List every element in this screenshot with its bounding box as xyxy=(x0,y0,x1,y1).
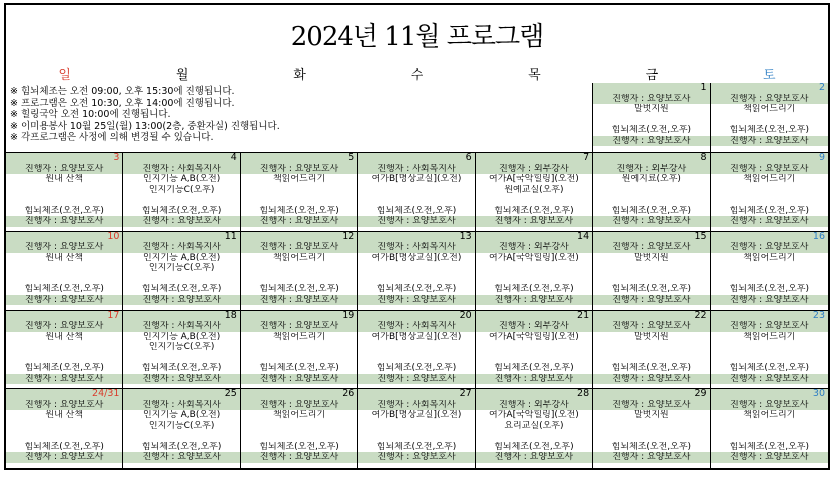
activity-line xyxy=(476,353,592,364)
date-number: 3 xyxy=(113,153,120,163)
activity-line: 책읽어드리기 xyxy=(743,104,796,114)
date-band xyxy=(711,232,828,243)
activity-line: 힘뇌체조(오전,오후) xyxy=(729,441,809,452)
activity-line: 힘뇌체조(오전,오후) xyxy=(141,363,222,373)
date-number: 25 xyxy=(224,389,237,400)
activity-line xyxy=(358,421,474,432)
activity-line: 힘뇌체조(오전,오후) xyxy=(611,125,692,135)
weekday-label: 목 xyxy=(528,67,541,83)
activity-line: 인지기능C(오후) xyxy=(148,420,215,431)
date-number: 16 xyxy=(812,231,825,242)
activity-line xyxy=(241,274,357,285)
activity-line: 인지기능 A,B(오전) xyxy=(143,410,221,421)
activity-line xyxy=(358,195,474,206)
activity-line xyxy=(241,421,357,432)
date-band xyxy=(476,389,592,400)
staff-line: 진행자 : 요양보호사 xyxy=(241,164,357,175)
day-cell xyxy=(358,232,475,311)
activity-line: 힘뇌체조(오전,오후) xyxy=(494,205,574,216)
date-band xyxy=(358,311,474,322)
date-band xyxy=(476,311,592,322)
activity-line: 여가A[국악힐링](오전) xyxy=(489,174,579,184)
activity-line: 인지기능 A,B(오전) xyxy=(143,174,221,184)
activity-line xyxy=(123,274,239,285)
staff-bottom-line: 진행자 : 요양보호사 xyxy=(123,216,239,227)
activity-line: 책읽어드리기 xyxy=(743,331,796,342)
date-band xyxy=(593,232,709,243)
staff-bottom-line: 진행자 : 요양보호사 xyxy=(593,216,709,227)
date-number: 2 xyxy=(818,83,825,93)
staff-line: 진행자 : 요양보호사 xyxy=(241,242,357,253)
staff-line: 진행자 : 요양보호사 xyxy=(6,242,122,253)
activity-line xyxy=(711,342,828,353)
day-cell xyxy=(123,232,240,311)
weekday-label: 수 xyxy=(410,67,424,83)
activity-line: 힘뇌체조(오전,오후) xyxy=(141,441,222,452)
activity-line xyxy=(711,274,828,285)
program-calendar xyxy=(4,3,830,470)
day-cell xyxy=(241,232,358,311)
staff-line: 진행자 : 외부강사 xyxy=(476,164,592,175)
date-number: 23 xyxy=(812,310,825,321)
day-cell xyxy=(711,389,828,468)
staff-line: 진행자 : 요양보호사 xyxy=(593,94,709,105)
date-band xyxy=(358,389,474,400)
date-band xyxy=(6,311,122,322)
staff-line: 진행자 : 외부강사 xyxy=(476,400,592,411)
activity-line: 힘뇌체조(오전,오후) xyxy=(24,363,104,373)
date-band xyxy=(476,153,592,164)
activity-line xyxy=(593,421,709,432)
activity-line xyxy=(241,185,357,196)
staff-bottom-line: 진행자 : 요양보호사 xyxy=(6,452,122,463)
day-cell xyxy=(476,153,593,232)
date-band xyxy=(593,83,709,94)
date-band xyxy=(241,389,357,400)
activity-line: 힘뇌체조(오전,오후) xyxy=(611,363,692,373)
staff-bottom-line: 진행자 : 요양보호사 xyxy=(358,216,474,227)
date-number: 24/31 xyxy=(92,389,120,400)
activity-line: 말벗지원 xyxy=(633,104,669,114)
staff-line: 진행자 : 사회복지사 xyxy=(123,242,239,253)
activity-line: 인지기능C(오후) xyxy=(148,263,215,274)
date-band xyxy=(123,153,239,164)
date-number: 28 xyxy=(577,389,590,400)
activity-line xyxy=(593,185,709,196)
activity-line: 여가B[명상교실](오전) xyxy=(371,174,462,184)
staff-bottom-line: 진행자 : 요양보호사 xyxy=(241,216,357,227)
staff-bottom-line: 진행자 : 요양보호사 xyxy=(711,452,828,463)
activity-line: 원내 산책 xyxy=(45,331,84,342)
notice-line: ※ 프로그램은 오전 10:30, 오후 14:00에 진행됩니다. xyxy=(10,97,235,109)
activity-line xyxy=(476,431,592,442)
date-number: 14 xyxy=(577,231,590,242)
activity-line: 인지기능C(오후) xyxy=(148,184,215,195)
activity-line xyxy=(593,342,709,353)
staff-bottom-line: 진행자 : 요양보호사 xyxy=(6,216,122,227)
staff-line: 진행자 : 요양보호사 xyxy=(241,321,357,332)
activity-line xyxy=(241,431,357,442)
date-band xyxy=(241,153,357,164)
activity-line: 책읽어드리기 xyxy=(743,252,796,263)
activity-line xyxy=(593,274,709,285)
notice-line: ※ 이미용봉사 10월 25일(월) 13:00(2층, 중환자실) 진행됩니다. xyxy=(10,120,280,132)
staff-line: 진행자 : 요양보호사 xyxy=(241,400,357,411)
activity-line: 힘뇌체조(오전,오후) xyxy=(729,125,809,135)
day-cell xyxy=(123,153,240,232)
date-band xyxy=(6,232,122,243)
date-number: 5 xyxy=(348,153,355,163)
activity-line: 힘뇌체조(오전,오후) xyxy=(376,363,457,373)
activity-line: 힘뇌체조(오전,오후) xyxy=(141,205,222,216)
staff-bottom-line: 진행자 : 요양보호사 xyxy=(593,452,709,463)
staff-line: 진행자 : 사회복지사 xyxy=(358,242,474,253)
activity-line: 요리교실(오후) xyxy=(504,420,564,431)
activity-line: 여가A[국악힐링](오전) xyxy=(489,252,579,263)
activity-line xyxy=(358,431,474,442)
date-number: 10 xyxy=(107,231,120,242)
staff-bottom-line: 진행자 : 요양보호사 xyxy=(711,295,828,306)
activity-line: 힘뇌체조(오전,오후) xyxy=(611,284,692,295)
activity-line xyxy=(6,185,122,196)
staff-line: 진행자 : 사회복지사 xyxy=(123,321,239,332)
activity-line: 여가A[국악힐링](오전) xyxy=(489,331,579,342)
activity-line xyxy=(593,353,709,364)
day-cell xyxy=(123,311,240,390)
day-cell xyxy=(241,389,358,468)
activity-line xyxy=(358,263,474,274)
activity-line xyxy=(6,274,122,285)
activity-line xyxy=(358,274,474,285)
date-number: 7 xyxy=(583,153,590,163)
day-cell xyxy=(358,153,475,232)
day-cell xyxy=(711,83,828,153)
date-band xyxy=(593,389,709,400)
activity-line xyxy=(476,195,592,206)
staff-line: 진행자 : 외부강사 xyxy=(593,164,709,175)
date-number: 15 xyxy=(694,231,707,242)
day-cell xyxy=(6,153,123,232)
activity-line: 여가A[국악힐링](오전) xyxy=(489,410,579,421)
date-number: 9 xyxy=(818,153,825,163)
weekday-label: 월 xyxy=(175,67,189,83)
date-band xyxy=(358,153,474,164)
activity-line: 힘뇌체조(오전,오후) xyxy=(259,441,339,452)
staff-line: 진행자 : 사회복지사 xyxy=(123,400,239,411)
activity-line: 힘뇌체조(오전,오후) xyxy=(376,284,457,295)
date-number: 22 xyxy=(694,310,707,321)
activity-line: 책읽어드리기 xyxy=(743,410,796,421)
staff-bottom-line: 진행자 : 요양보호사 xyxy=(711,216,828,227)
activity-line xyxy=(593,195,709,206)
activity-line xyxy=(711,353,828,364)
day-cell xyxy=(593,83,710,153)
staff-line: 진행자 : 요양보호사 xyxy=(593,400,709,411)
activity-line: 힘뇌체조(오전,오후) xyxy=(494,441,574,452)
activity-line xyxy=(6,353,122,364)
staff-line: 진행자 : 사회복지사 xyxy=(123,164,239,175)
date-band xyxy=(711,153,828,164)
date-number: 18 xyxy=(224,310,237,321)
staff-line: 진행자 : 요양보호사 xyxy=(6,321,122,332)
activity-line: 힘뇌체조(오전,오후) xyxy=(376,441,457,452)
day-cell xyxy=(711,153,828,232)
activity-line xyxy=(476,342,592,353)
activity-line xyxy=(711,185,828,196)
staff-bottom-line: 진행자 : 요양보호사 xyxy=(711,374,828,385)
staff-bottom-line: 진행자 : 요양보호사 xyxy=(358,374,474,385)
activity-line: 말벗지원 xyxy=(633,410,669,421)
notice-line: ※ 각프로그램은 사정에 의해 변경될 수 있습니다. xyxy=(10,132,214,143)
notice-line: ※ 힘뇌체조는 오전 09:00, 오후 15:30에 진행됩니다. xyxy=(10,86,235,97)
day-cell xyxy=(593,389,710,468)
date-number: 6 xyxy=(465,153,472,163)
calendar-grid xyxy=(6,83,828,468)
activity-line: 힘뇌체조(오전,오후) xyxy=(494,284,574,295)
day-cell xyxy=(6,232,123,311)
staff-line: 진행자 : 외부강사 xyxy=(476,242,592,253)
day-cell xyxy=(593,232,710,311)
activity-line: 말벗지원 xyxy=(633,252,669,263)
staff-bottom-line: 진행자 : 요양보호사 xyxy=(241,295,357,306)
date-band xyxy=(593,311,709,322)
activity-line: 힘뇌체조(오전,오후) xyxy=(24,441,104,452)
activity-line xyxy=(6,342,122,353)
date-number: 4 xyxy=(230,153,237,163)
date-number: 1 xyxy=(700,83,707,93)
activity-line xyxy=(123,431,239,442)
activity-line xyxy=(241,353,357,364)
activity-line: 여가B[명상교실](오전) xyxy=(371,331,462,342)
day-cell xyxy=(711,311,828,390)
activity-line: 힘뇌체조(오전,오후) xyxy=(729,284,809,295)
date-number: 11 xyxy=(224,231,237,242)
staff-line: 진행자 : 요양보호사 xyxy=(593,321,709,332)
activity-line xyxy=(593,115,709,126)
activity-line xyxy=(711,195,828,206)
activity-line: 힘뇌체조(오전,오후) xyxy=(259,284,339,295)
staff-bottom-line: 진행자 : 요양보호사 xyxy=(358,452,474,463)
notice-box xyxy=(6,83,593,153)
activity-line xyxy=(358,185,474,196)
staff-line: 진행자 : 사회복지사 xyxy=(358,321,474,332)
date-number: 21 xyxy=(577,310,590,321)
day-cell xyxy=(241,153,358,232)
activity-line: 힘뇌체조(오전,오후) xyxy=(24,284,104,295)
date-band xyxy=(241,311,357,322)
day-cell xyxy=(476,311,593,390)
activity-line xyxy=(241,263,357,274)
activity-line: 책읽어드리기 xyxy=(743,174,796,184)
day-cell xyxy=(6,311,123,390)
staff-line: 진행자 : 요양보호사 xyxy=(711,242,828,253)
weekday-label: 화 xyxy=(293,67,306,83)
activity-line: 힘뇌체조(오전,오후) xyxy=(259,363,339,373)
staff-bottom-line: 진행자 : 요양보호사 xyxy=(593,295,709,306)
activity-line xyxy=(711,115,828,126)
activity-line xyxy=(241,342,357,353)
activity-line: 원예교실(오후) xyxy=(504,184,564,195)
staff-line: 진행자 : 요양보호사 xyxy=(711,94,828,105)
date-band xyxy=(711,83,828,94)
staff-line: 진행자 : 외부강사 xyxy=(476,321,592,332)
activity-line xyxy=(711,431,828,442)
activity-line: 인지기능 A,B(오전) xyxy=(143,252,221,263)
staff-line: 진행자 : 요양보호사 xyxy=(6,164,122,175)
date-band xyxy=(123,311,239,322)
activity-line xyxy=(593,431,709,442)
page-title: 2024년 11월 프로그램 xyxy=(290,21,544,52)
activity-line: 원예지료(오후) xyxy=(621,174,681,184)
activity-line: 원내 산책 xyxy=(45,410,84,421)
staff-line: 진행자 : 요양보호사 xyxy=(593,242,709,253)
day-cell xyxy=(358,389,475,468)
day-cell xyxy=(593,153,710,232)
activity-line: 힘뇌체조(오전,오후) xyxy=(729,205,809,216)
activity-line: 힘뇌체조(오전,오후) xyxy=(729,363,809,373)
date-band xyxy=(123,232,239,243)
staff-line: 진행자 : 요양보호사 xyxy=(711,321,828,332)
day-cell xyxy=(241,311,358,390)
staff-bottom-line: 진행자 : 요양보호사 xyxy=(123,374,239,385)
date-band xyxy=(241,232,357,243)
activity-line: 힘뇌체조(오전,오후) xyxy=(611,205,692,216)
day-cell xyxy=(711,232,828,311)
day-cell xyxy=(358,311,475,390)
activity-line: 책읽어드리기 xyxy=(272,410,326,421)
date-number: 12 xyxy=(342,231,355,242)
activity-line: 힘뇌체조(오전,오후) xyxy=(141,284,222,295)
staff-line: 진행자 : 사회복지사 xyxy=(358,164,474,175)
date-number: 27 xyxy=(459,389,472,400)
date-band xyxy=(711,311,828,322)
day-cell xyxy=(476,232,593,311)
activity-line xyxy=(6,421,122,432)
activity-line: 책읽어드리기 xyxy=(272,331,326,342)
weekday-label: 토 xyxy=(763,67,776,83)
staff-bottom-line: 진행자 : 요양보호사 xyxy=(6,374,122,385)
activity-line: 여가B[명상교실](오전) xyxy=(371,410,462,421)
activity-line xyxy=(593,263,709,274)
staff-bottom-line: 진행자 : 요양보호사 xyxy=(476,452,592,463)
date-number: 26 xyxy=(342,389,355,400)
activity-line: 힘뇌체조(오전,오후) xyxy=(24,205,104,216)
date-number: 30 xyxy=(812,389,825,400)
staff-line: 진행자 : 사회복지사 xyxy=(358,400,474,411)
activity-line xyxy=(6,431,122,442)
date-number: 29 xyxy=(694,389,707,400)
staff-bottom-line: 진행자 : 요양보호사 xyxy=(6,295,122,306)
staff-line: 진행자 : 요양보호사 xyxy=(6,400,122,411)
staff-bottom-line: 진행자 : 요양보호사 xyxy=(711,136,828,147)
activity-line: 책읽어드리기 xyxy=(272,252,326,263)
activity-line: 책읽어드리기 xyxy=(272,174,326,184)
day-cell xyxy=(123,389,240,468)
staff-line: 진행자 : 요양보호사 xyxy=(711,400,828,411)
staff-bottom-line: 진행자 : 요양보호사 xyxy=(476,374,592,385)
staff-bottom-line: 진행자 : 요양보호사 xyxy=(593,136,709,147)
date-band xyxy=(711,389,828,400)
date-band xyxy=(593,153,709,164)
weekday-header xyxy=(6,63,828,83)
date-number: 19 xyxy=(342,310,355,321)
activity-line: 인지기능C(오후) xyxy=(148,342,215,352)
date-band xyxy=(358,232,474,243)
date-number: 20 xyxy=(459,310,472,321)
activity-line: 힘뇌체조(오전,오후) xyxy=(259,205,339,216)
activity-line: 힘뇌체조(오전,오후) xyxy=(376,205,457,216)
activity-line xyxy=(241,195,357,206)
notice-line: ※ 힐링국악 오전 10:00에 진행됩니다. xyxy=(10,109,171,120)
staff-bottom-line: 진행자 : 요양보호사 xyxy=(593,374,709,385)
staff-bottom-line: 진행자 : 요양보호사 xyxy=(241,374,357,385)
staff-bottom-line: 진행자 : 요양보호사 xyxy=(476,295,592,306)
activity-line: 인지기능 A,B(오전) xyxy=(143,331,221,342)
staff-bottom-line: 진행자 : 요양보호사 xyxy=(476,216,592,227)
activity-line xyxy=(123,195,239,206)
date-number: 13 xyxy=(459,231,472,242)
activity-line: 여가B[명상교실](오전) xyxy=(371,252,462,263)
staff-bottom-line: 진행자 : 요양보호사 xyxy=(358,295,474,306)
activity-line xyxy=(358,342,474,353)
activity-line xyxy=(6,263,122,274)
activity-line: 원내 산책 xyxy=(45,174,84,184)
activity-line xyxy=(476,274,592,285)
date-band xyxy=(476,232,592,243)
day-cell xyxy=(593,311,710,390)
activity-line xyxy=(358,353,474,364)
staff-line: 진행자 : 요양보호사 xyxy=(711,164,828,175)
activity-line: 원내 산책 xyxy=(45,252,84,263)
activity-line xyxy=(476,263,592,274)
date-band xyxy=(123,389,239,400)
day-cell xyxy=(6,389,123,468)
weekday-label: 금 xyxy=(645,67,659,83)
activity-line: 힘뇌체조(오전,오후) xyxy=(611,441,692,452)
staff-bottom-line: 진행자 : 요양보호사 xyxy=(241,452,357,463)
activity-line: 힘뇌체조(오전,오후) xyxy=(494,363,574,373)
date-band xyxy=(6,153,122,164)
weekday-label: 일 xyxy=(58,67,71,83)
activity-line: 말벗지원 xyxy=(633,331,669,342)
date-number: 8 xyxy=(700,153,707,163)
activity-line xyxy=(6,195,122,206)
staff-bottom-line: 진행자 : 요양보호사 xyxy=(123,295,239,306)
activity-line xyxy=(711,263,828,274)
activity-line xyxy=(123,353,239,364)
staff-bottom-line: 진행자 : 요양보호사 xyxy=(123,452,239,463)
date-number: 17 xyxy=(107,310,120,321)
day-cell xyxy=(476,389,593,468)
activity-line xyxy=(711,421,828,432)
